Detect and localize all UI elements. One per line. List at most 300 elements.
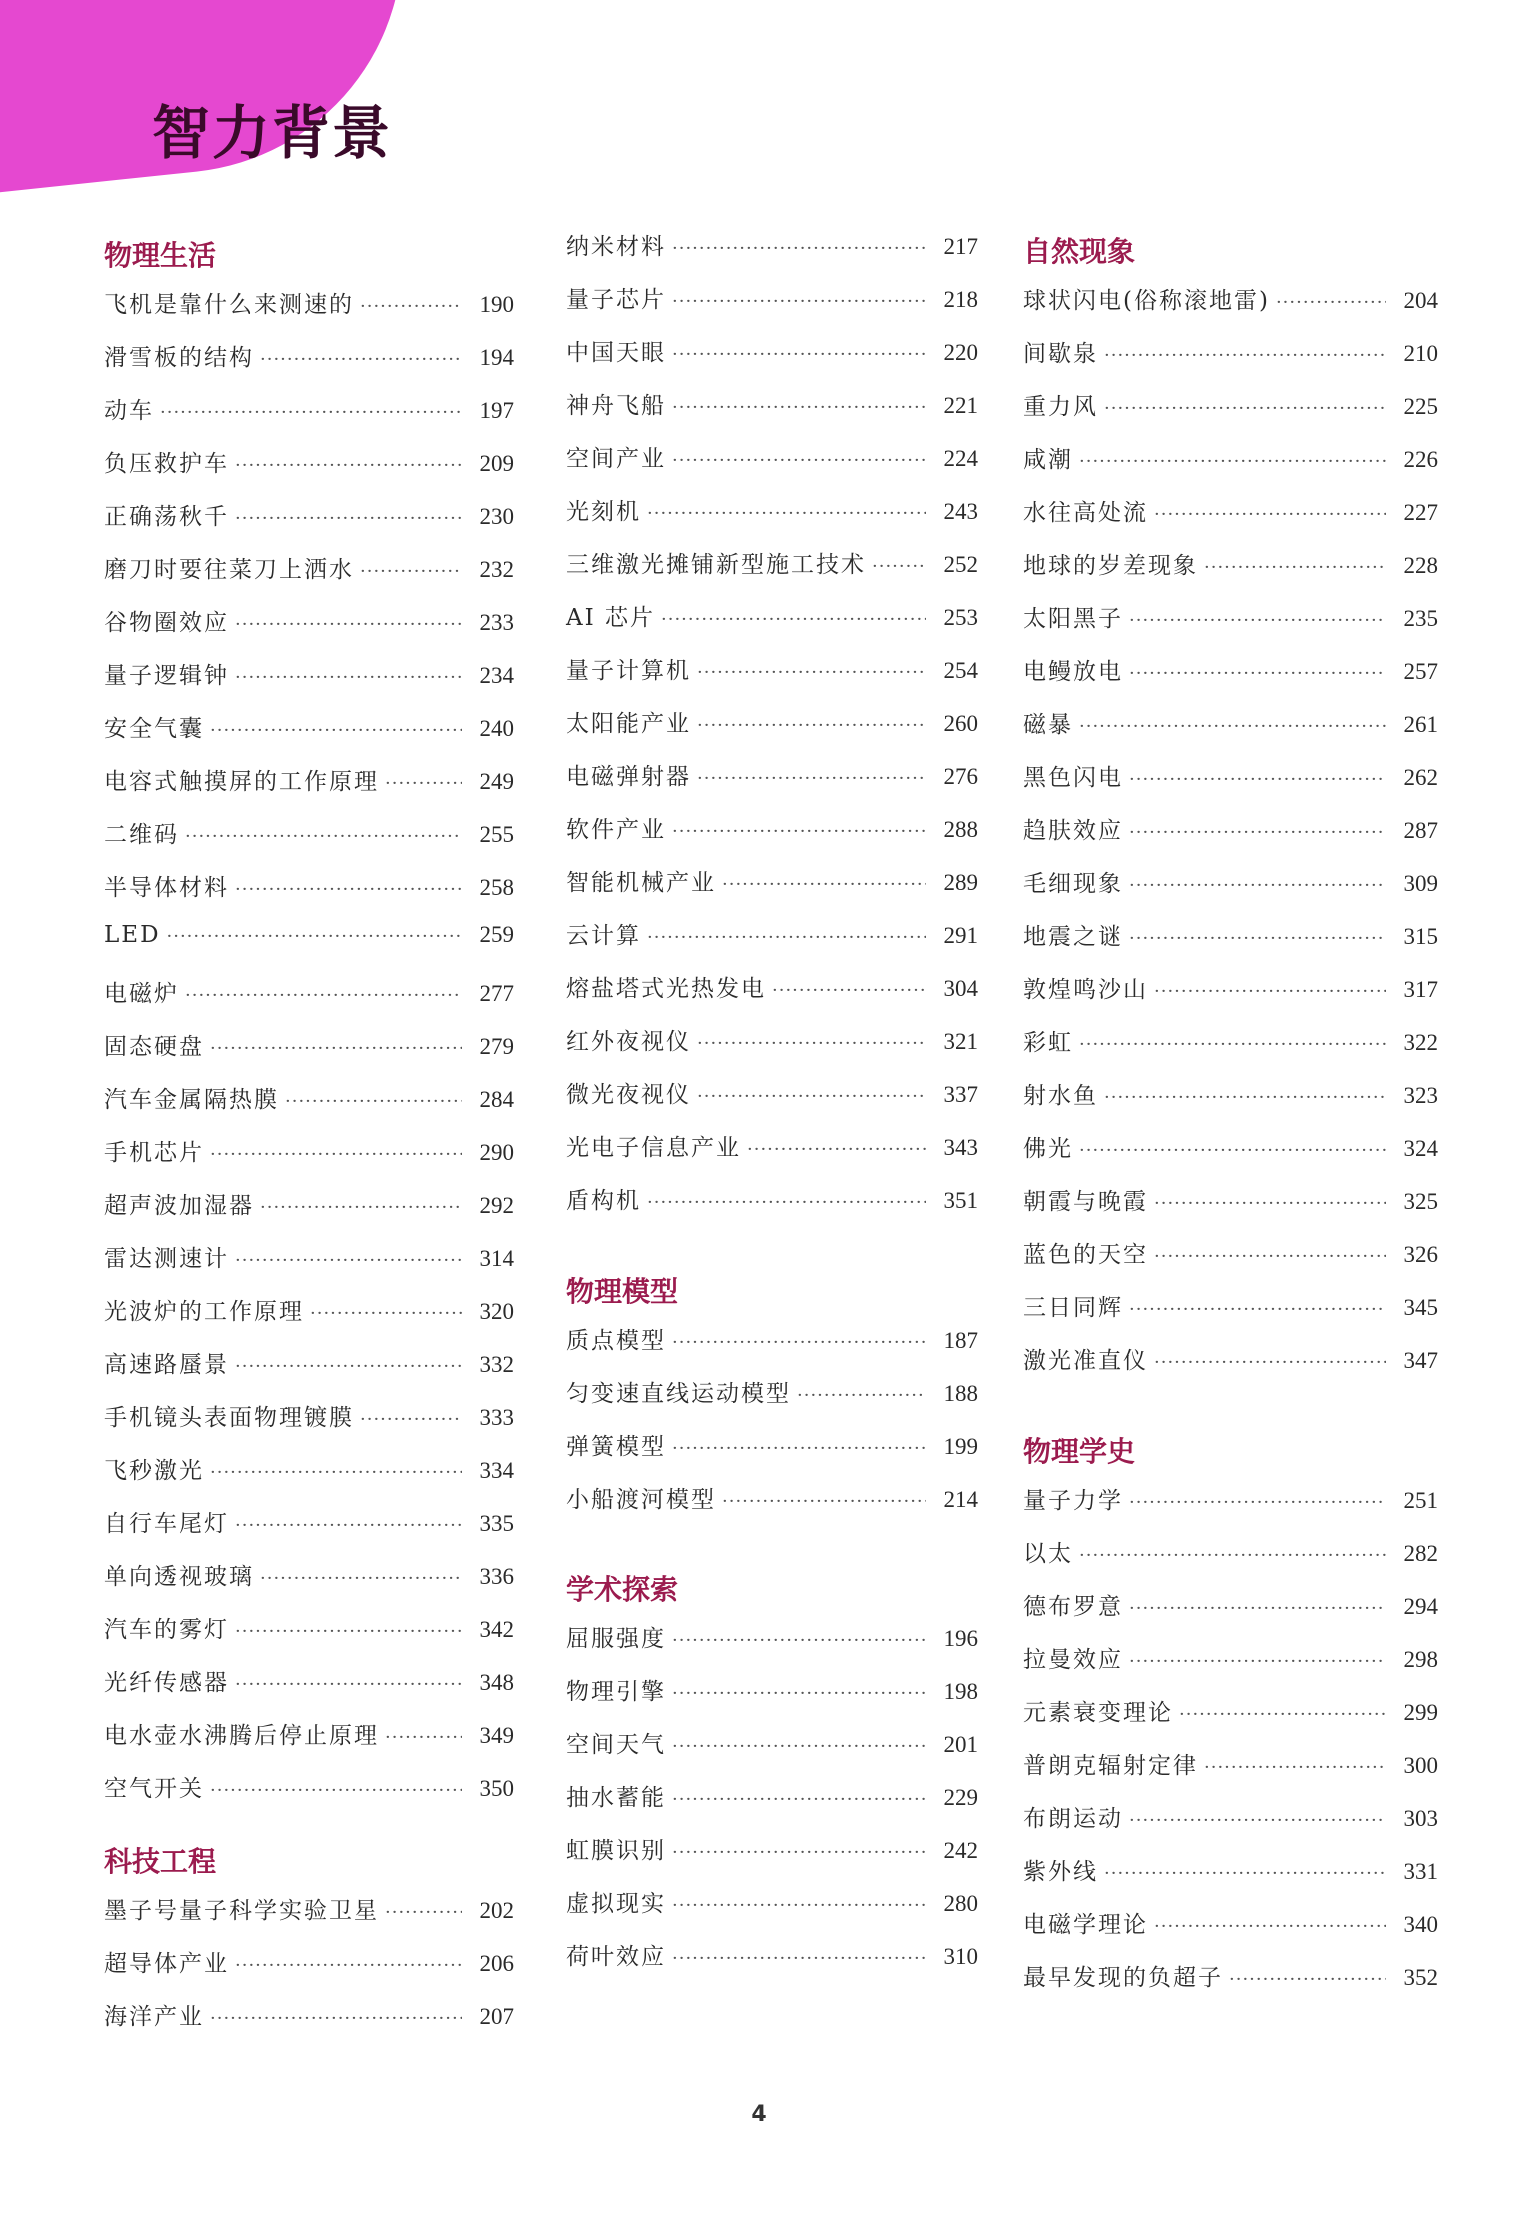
toc-entry-title: 质点模型 xyxy=(566,1328,666,1354)
toc-entry[interactable] xyxy=(104,763,514,816)
toc-entry-page: 194 xyxy=(479,345,514,370)
toc-entry-page: 291 xyxy=(943,923,978,948)
toc-entry-title: 自行车尾灯 xyxy=(104,1511,229,1537)
dot-leader xyxy=(1129,1651,1386,1672)
toc-entry[interactable] xyxy=(1023,1024,1438,1077)
toc-entry[interactable] xyxy=(104,1081,514,1134)
toc-entry-page: 326 xyxy=(1403,1242,1438,1267)
toc-entry[interactable] xyxy=(104,1611,514,1664)
toc-entry-title: 中国天眼 xyxy=(566,340,666,366)
toc-entry[interactable] xyxy=(566,1779,978,1832)
toc-entry-page: 333 xyxy=(479,1405,514,1430)
toc-entry[interactable] xyxy=(104,551,514,604)
toc-entry-page: 229 xyxy=(943,1785,978,1810)
dot-leader xyxy=(210,720,462,741)
toc-entry-page: 298 xyxy=(1403,1647,1438,1672)
toc-entry-title: 光纤传感器 xyxy=(104,1670,229,1696)
toc-entry-title: 德布罗意 xyxy=(1023,1594,1123,1620)
toc-entry-page: 322 xyxy=(1403,1030,1438,1055)
dot-leader xyxy=(260,1568,462,1589)
dot-leader xyxy=(697,715,926,736)
toc-entry-page: 198 xyxy=(943,1679,978,1704)
toc-entry-title: 太阳黑子 xyxy=(1023,606,1123,632)
toc-section xyxy=(1023,1430,1438,2012)
toc-entry[interactable] xyxy=(566,387,978,440)
dot-leader xyxy=(1104,398,1386,419)
toc-entry[interactable] xyxy=(566,1938,978,1991)
toc-section xyxy=(104,234,514,1823)
toc-entry[interactable] xyxy=(104,1664,514,1717)
toc-entry[interactable] xyxy=(104,869,514,922)
toc-entry-page: 207 xyxy=(479,2004,514,2029)
toc-entry-page: 314 xyxy=(479,1246,514,1271)
toc-entry[interactable] xyxy=(104,1346,514,1399)
toc-entry[interactable] xyxy=(1023,335,1438,388)
dot-leader xyxy=(647,927,926,948)
section-heading: 自然现象 xyxy=(1023,235,1136,268)
toc-entry-page: 331 xyxy=(1403,1859,1438,1884)
toc-entry-title: 盾构机 xyxy=(566,1188,641,1214)
toc-entry[interactable] xyxy=(1023,1289,1438,1342)
toc-section xyxy=(566,1568,978,1991)
toc-entry-page: 324 xyxy=(1403,1136,1438,1161)
toc-entry[interactable] xyxy=(566,493,978,546)
toc-entry-title: 微光夜视仪 xyxy=(566,1082,691,1108)
toc-entry[interactable] xyxy=(104,1892,514,1945)
toc-entry[interactable] xyxy=(1023,1694,1438,1747)
toc-entry-title: 电磁学理论 xyxy=(1023,1912,1148,1938)
toc-entry-page: 259 xyxy=(479,922,514,947)
toc-entry-title: 蓝色的天空 xyxy=(1023,1242,1148,1268)
dot-leader xyxy=(697,1033,926,1054)
toc-entry[interactable] xyxy=(566,758,978,811)
toc-entry[interactable] xyxy=(1023,1130,1438,1183)
dot-leader xyxy=(672,397,926,418)
dot-leader xyxy=(722,874,926,895)
dot-leader xyxy=(235,508,462,529)
toc-entry-page: 335 xyxy=(479,1511,514,1536)
toc-entry[interactable] xyxy=(566,1023,978,1076)
toc-entry[interactable] xyxy=(104,657,514,710)
toc-entry-page: 310 xyxy=(943,1944,978,1969)
toc-entry-page: 336 xyxy=(479,1564,514,1589)
dot-leader xyxy=(235,1621,462,1642)
dot-leader xyxy=(672,1789,926,1810)
toc-entry-title: 最早发现的负超子 xyxy=(1023,1965,1223,1991)
toc-entry[interactable] xyxy=(104,710,514,763)
toc-section xyxy=(1023,230,1438,1395)
dot-leader xyxy=(697,768,926,789)
dot-leader xyxy=(672,450,926,471)
dot-leader xyxy=(747,1139,926,1160)
dot-leader xyxy=(672,1332,926,1353)
dot-leader xyxy=(310,1303,462,1324)
toc-entry-title: 固态硬盘 xyxy=(104,1034,204,1060)
toc-entry-title: 元素衰变理论 xyxy=(1023,1700,1173,1726)
toc-entry-page: 345 xyxy=(1403,1295,1438,1320)
toc-entry-page: 234 xyxy=(479,663,514,688)
toc-entry-title: 黑色闪电 xyxy=(1023,765,1123,791)
toc-entry[interactable] xyxy=(1023,1641,1438,1694)
dot-leader xyxy=(260,349,462,370)
dot-leader xyxy=(1154,1246,1386,1267)
dot-leader xyxy=(1129,1299,1386,1320)
toc-entry-page: 235 xyxy=(1403,606,1438,631)
toc-entry[interactable] xyxy=(104,1505,514,1558)
toc-entry-page: 279 xyxy=(479,1034,514,1059)
toc-entry[interactable] xyxy=(566,1428,978,1481)
dot-leader xyxy=(1179,1704,1386,1725)
dot-leader xyxy=(1129,822,1386,843)
toc-entry[interactable] xyxy=(104,975,514,1028)
toc-entry[interactable] xyxy=(104,286,514,339)
toc-entry[interactable] xyxy=(1023,759,1438,812)
toc-entry[interactable] xyxy=(1023,653,1438,706)
toc-entry-page: 288 xyxy=(943,817,978,842)
dot-leader xyxy=(385,773,462,794)
toc-entry[interactable] xyxy=(1023,1906,1438,1959)
toc-entry-title: 纳米材料 xyxy=(566,234,666,260)
toc-entry[interactable] xyxy=(1023,1588,1438,1641)
dot-leader xyxy=(235,1674,462,1695)
dot-leader xyxy=(697,1086,926,1107)
toc-entry-title: 电容式触摸屏的工作原理 xyxy=(104,769,379,795)
toc-entry-title: 布朗运动 xyxy=(1023,1806,1123,1832)
toc-entry[interactable] xyxy=(1023,441,1438,494)
dot-leader xyxy=(672,1842,926,1863)
dot-leader xyxy=(210,1780,462,1801)
dot-leader xyxy=(1154,1916,1386,1937)
toc-entry[interactable] xyxy=(1023,1747,1438,1800)
toc-entry[interactable] xyxy=(1023,1183,1438,1236)
toc-entry[interactable] xyxy=(104,1558,514,1611)
toc-entry-page: 197 xyxy=(479,398,514,423)
toc-entry-page: 218 xyxy=(943,287,978,312)
toc-entry-page: 284 xyxy=(479,1087,514,1112)
toc-entry-title: 水往高处流 xyxy=(1023,500,1148,526)
toc-entry[interactable] xyxy=(1023,706,1438,759)
toc-entry[interactable] xyxy=(104,1998,514,2051)
dot-leader xyxy=(235,1515,462,1536)
page-number: 4 xyxy=(751,2102,767,2127)
toc-entry[interactable] xyxy=(104,1770,514,1823)
toc-entry-title: 朝霞与晚霞 xyxy=(1023,1189,1148,1215)
toc-entry-page: 343 xyxy=(943,1135,978,1160)
dot-leader xyxy=(360,296,462,317)
toc-entry-title: 量子力学 xyxy=(1023,1488,1123,1514)
toc-entry[interactable] xyxy=(104,922,514,975)
toc-entry-title: 手机芯片 xyxy=(104,1140,204,1166)
dot-leader xyxy=(672,238,926,259)
toc-entry-page: 317 xyxy=(1403,977,1438,1002)
dot-leader xyxy=(672,1736,926,1757)
toc-entry[interactable] xyxy=(104,604,514,657)
toc-entry-page: 243 xyxy=(943,499,978,524)
toc-entry-page: 332 xyxy=(479,1352,514,1377)
dot-leader xyxy=(260,1197,462,1218)
toc-entry-title: LED xyxy=(104,922,161,948)
toc-entry[interactable] xyxy=(104,498,514,551)
toc-entry-title: 二维码 xyxy=(104,822,179,848)
toc-entry[interactable] xyxy=(1023,865,1438,918)
toc-entry[interactable] xyxy=(566,334,978,387)
toc-entry[interactable] xyxy=(1023,282,1438,335)
toc-entry[interactable] xyxy=(566,1673,978,1726)
dot-leader xyxy=(360,561,462,582)
toc-entry-page: 202 xyxy=(479,1898,514,1923)
toc-entry[interactable] xyxy=(1023,1853,1438,1906)
toc-entry-title: 墨子号量子科学实验卫星 xyxy=(104,1898,379,1924)
toc-entry-page: 254 xyxy=(943,658,978,683)
dot-leader xyxy=(1079,1034,1386,1055)
toc-entry-page: 289 xyxy=(943,870,978,895)
toc-entry-page: 321 xyxy=(943,1029,978,1054)
toc-entry-title: 手机镜头表面物理镀膜 xyxy=(104,1405,354,1431)
dot-leader xyxy=(1129,1810,1386,1831)
toc-entry[interactable] xyxy=(566,281,978,334)
toc-entry[interactable] xyxy=(1023,812,1438,865)
toc-entry-title: 滑雪板的结构 xyxy=(104,345,254,371)
dot-leader xyxy=(185,985,462,1006)
toc-entry-title: 电磁弹射器 xyxy=(566,764,691,790)
toc-entry-page: 220 xyxy=(943,340,978,365)
toc-entry[interactable] xyxy=(566,705,978,758)
dot-leader xyxy=(235,1356,462,1377)
toc-entry-title: 紫外线 xyxy=(1023,1859,1098,1885)
toc-entry[interactable] xyxy=(1023,547,1438,600)
dot-leader xyxy=(1104,1087,1386,1108)
toc-entry-title: 敦煌鸣沙山 xyxy=(1023,977,1148,1003)
section-heading: 物理模型 xyxy=(566,1275,679,1308)
toc-entry[interactable] xyxy=(566,1129,978,1182)
toc-entry-title: 雷达测速计 xyxy=(104,1246,229,1272)
toc-entry-page: 351 xyxy=(943,1188,978,1213)
toc-entry[interactable] xyxy=(566,917,978,970)
dot-leader xyxy=(1129,1492,1386,1513)
toc-entry[interactable] xyxy=(566,1076,978,1129)
toc-entry-title: 光电子信息产业 xyxy=(566,1135,741,1161)
toc-entry-title: 熔盐塔式光热发电 xyxy=(566,976,766,1002)
toc-entry[interactable] xyxy=(566,652,978,705)
dot-leader xyxy=(235,667,462,688)
toc-entry[interactable] xyxy=(104,1028,514,1081)
toc-entry-title: 射水鱼 xyxy=(1023,1083,1098,1109)
toc-entry[interactable] xyxy=(566,1726,978,1779)
toc-entry-title: 汽车金属隔热膜 xyxy=(104,1087,279,1113)
toc-entry-title: 电鳗放电 xyxy=(1023,659,1123,685)
toc-entry-page: 228 xyxy=(1403,553,1438,578)
dot-leader xyxy=(1154,504,1386,525)
toc-entry[interactable] xyxy=(566,546,978,599)
section-heading: 物理生活 xyxy=(104,239,217,272)
dot-leader xyxy=(672,1630,926,1651)
section-heading: 物理学史 xyxy=(1023,1435,1136,1468)
toc-entry-page: 340 xyxy=(1403,1912,1438,1937)
toc-entry-title: 电磁炉 xyxy=(104,981,179,1007)
toc-entry-title: 彩虹 xyxy=(1023,1030,1073,1056)
toc-entry[interactable] xyxy=(566,864,978,917)
toc-entry-page: 290 xyxy=(479,1140,514,1165)
dot-leader xyxy=(185,826,462,847)
toc-entry-title: 智能机械产业 xyxy=(566,870,716,896)
toc-entry[interactable] xyxy=(104,816,514,869)
toc-entry-title: 弹簧模型 xyxy=(566,1434,666,1460)
dot-leader xyxy=(360,1409,462,1430)
dot-leader xyxy=(697,662,926,683)
dot-leader xyxy=(672,1948,926,1969)
toc-entry[interactable] xyxy=(566,1322,978,1375)
toc-entry-title: 负压救护车 xyxy=(104,451,229,477)
toc-entry-title: 荷叶效应 xyxy=(566,1944,666,1970)
toc-entry[interactable] xyxy=(104,1240,514,1293)
dot-leader xyxy=(1079,451,1386,472)
toc-entry[interactable] xyxy=(104,445,514,498)
toc-entry[interactable] xyxy=(566,599,978,652)
toc-entry-title: 飞秒激光 xyxy=(104,1458,204,1484)
dot-leader xyxy=(672,1895,926,1916)
toc-entry-page: 226 xyxy=(1403,447,1438,472)
toc-entry[interactable] xyxy=(566,1832,978,1885)
toc-entry-title: 抽水蓄能 xyxy=(566,1785,666,1811)
toc-entry-page: 204 xyxy=(1403,288,1438,313)
toc-entry[interactable] xyxy=(1023,1077,1438,1130)
dot-leader xyxy=(385,1727,462,1748)
toc-entry-title: 汽车的雾灯 xyxy=(104,1617,229,1643)
toc-entry-page: 217 xyxy=(943,234,978,259)
toc-entry-page: 300 xyxy=(1403,1753,1438,1778)
toc-entry[interactable] xyxy=(566,811,978,864)
toc-entry[interactable] xyxy=(566,1885,978,1938)
toc-entry[interactable] xyxy=(1023,494,1438,547)
toc-entry-title: 正确荡秋千 xyxy=(104,504,229,530)
toc-entry-title: 云计算 xyxy=(566,923,641,949)
toc-entry-title: 趋肤效应 xyxy=(1023,818,1123,844)
toc-entry-title: 小船渡河模型 xyxy=(566,1487,716,1513)
toc-entry[interactable] xyxy=(1023,388,1438,441)
toc-entry[interactable] xyxy=(104,392,514,445)
dot-leader xyxy=(1129,875,1386,896)
toc-section xyxy=(566,228,978,1235)
toc-entry-page: 334 xyxy=(479,1458,514,1483)
toc-entry[interactable] xyxy=(1023,1236,1438,1289)
toc-entry-page: 303 xyxy=(1403,1806,1438,1831)
toc-entry-title: 虚拟现实 xyxy=(566,1891,666,1917)
toc-entry-page: 320 xyxy=(479,1299,514,1324)
toc-entry[interactable] xyxy=(566,1481,978,1534)
toc-entry-title: 虹膜识别 xyxy=(566,1838,666,1864)
toc-entry-page: 258 xyxy=(479,875,514,900)
toc-entry-page: 187 xyxy=(943,1328,978,1353)
toc-entry-page: 349 xyxy=(479,1723,514,1748)
toc-entry-page: 249 xyxy=(479,769,514,794)
toc-entry[interactable] xyxy=(104,1945,514,1998)
toc-entry-title: 激光准直仪 xyxy=(1023,1348,1148,1374)
dot-leader xyxy=(772,980,926,1001)
toc-entry-page: 292 xyxy=(479,1193,514,1218)
toc-entry[interactable] xyxy=(1023,1482,1438,1535)
toc-entry-page: 348 xyxy=(479,1670,514,1695)
toc-entry[interactable] xyxy=(1023,1342,1438,1395)
dot-leader xyxy=(235,455,462,476)
toc-entry[interactable] xyxy=(566,970,978,1023)
toc-entry[interactable] xyxy=(104,1399,514,1452)
dot-leader xyxy=(1129,610,1386,631)
toc-entry-title: 单向透视玻璃 xyxy=(104,1564,254,1590)
toc-entry-page: 257 xyxy=(1403,659,1438,684)
dot-leader xyxy=(1204,557,1386,578)
toc-entry-title: 佛光 xyxy=(1023,1136,1073,1162)
toc-entry[interactable] xyxy=(104,1452,514,1505)
toc-entry-title: 屈服强度 xyxy=(566,1626,666,1652)
toc-entry[interactable] xyxy=(566,1620,978,1673)
toc-entry[interactable] xyxy=(566,228,978,281)
toc-entry[interactable] xyxy=(104,1187,514,1240)
toc-entry-title: 普朗克辐射定律 xyxy=(1023,1753,1198,1779)
toc-entry-title: 三日同辉 xyxy=(1023,1295,1123,1321)
toc-entry[interactable] xyxy=(566,440,978,493)
dot-leader xyxy=(385,1902,462,1923)
toc-entry-page: 325 xyxy=(1403,1189,1438,1214)
toc-entry[interactable] xyxy=(104,339,514,392)
toc-entry[interactable] xyxy=(1023,918,1438,971)
toc-entry-page: 262 xyxy=(1403,765,1438,790)
dot-leader xyxy=(1229,1969,1386,1990)
toc-entry[interactable] xyxy=(104,1134,514,1187)
toc-entry[interactable] xyxy=(1023,1535,1438,1588)
dot-leader xyxy=(1129,928,1386,949)
toc-entry-page: 299 xyxy=(1403,1700,1438,1725)
toc-entry-title: 谷物圈效应 xyxy=(104,610,229,636)
toc-entry[interactable] xyxy=(566,1375,978,1428)
toc-entry-title: 光波炉的工作原理 xyxy=(104,1299,304,1325)
toc-entry-page: 201 xyxy=(943,1732,978,1757)
toc-entry-title: 太阳能产业 xyxy=(566,711,691,737)
toc-entry[interactable] xyxy=(566,1182,978,1235)
toc-entry-title: 球状闪电(俗称滚地雷) xyxy=(1023,288,1270,314)
toc-entry-page: 188 xyxy=(943,1381,978,1406)
toc-entry-page: 315 xyxy=(1403,924,1438,949)
toc-entry[interactable] xyxy=(104,1293,514,1346)
toc-entry-page: 230 xyxy=(479,504,514,529)
dot-leader xyxy=(797,1385,926,1406)
toc-entry[interactable] xyxy=(1023,600,1438,653)
toc-entry-title: 磁暴 xyxy=(1023,712,1073,738)
toc-entry-title: 半导体材料 xyxy=(104,875,229,901)
toc-entry-page: 294 xyxy=(1403,1594,1438,1619)
toc-entry-page: 233 xyxy=(479,610,514,635)
toc-entry-title: 高速路蜃景 xyxy=(104,1352,229,1378)
toc-entry-title: 量子逻辑钟 xyxy=(104,663,229,689)
toc-entry-page: 253 xyxy=(943,605,978,630)
toc-entry-page: 221 xyxy=(943,393,978,418)
dot-leader xyxy=(647,503,926,524)
toc-entry-title: 空间产业 xyxy=(566,446,666,472)
toc-entry[interactable] xyxy=(104,1717,514,1770)
toc-entry-page: 287 xyxy=(1403,818,1438,843)
toc-entry-title: 重力风 xyxy=(1023,394,1098,420)
toc-entry-title: 物理引擎 xyxy=(566,1679,666,1705)
toc-entry[interactable] xyxy=(1023,971,1438,1024)
toc-entry[interactable] xyxy=(1023,1800,1438,1853)
dot-leader xyxy=(672,1438,926,1459)
toc-entry-page: 276 xyxy=(943,764,978,789)
toc-entry-page: 260 xyxy=(943,711,978,736)
toc-entry-page: 206 xyxy=(479,1951,514,1976)
dot-leader xyxy=(1154,981,1386,1002)
toc-entry[interactable] xyxy=(1023,1959,1438,2012)
toc-entry-page: 350 xyxy=(479,1776,514,1801)
dot-leader xyxy=(1154,1352,1386,1373)
